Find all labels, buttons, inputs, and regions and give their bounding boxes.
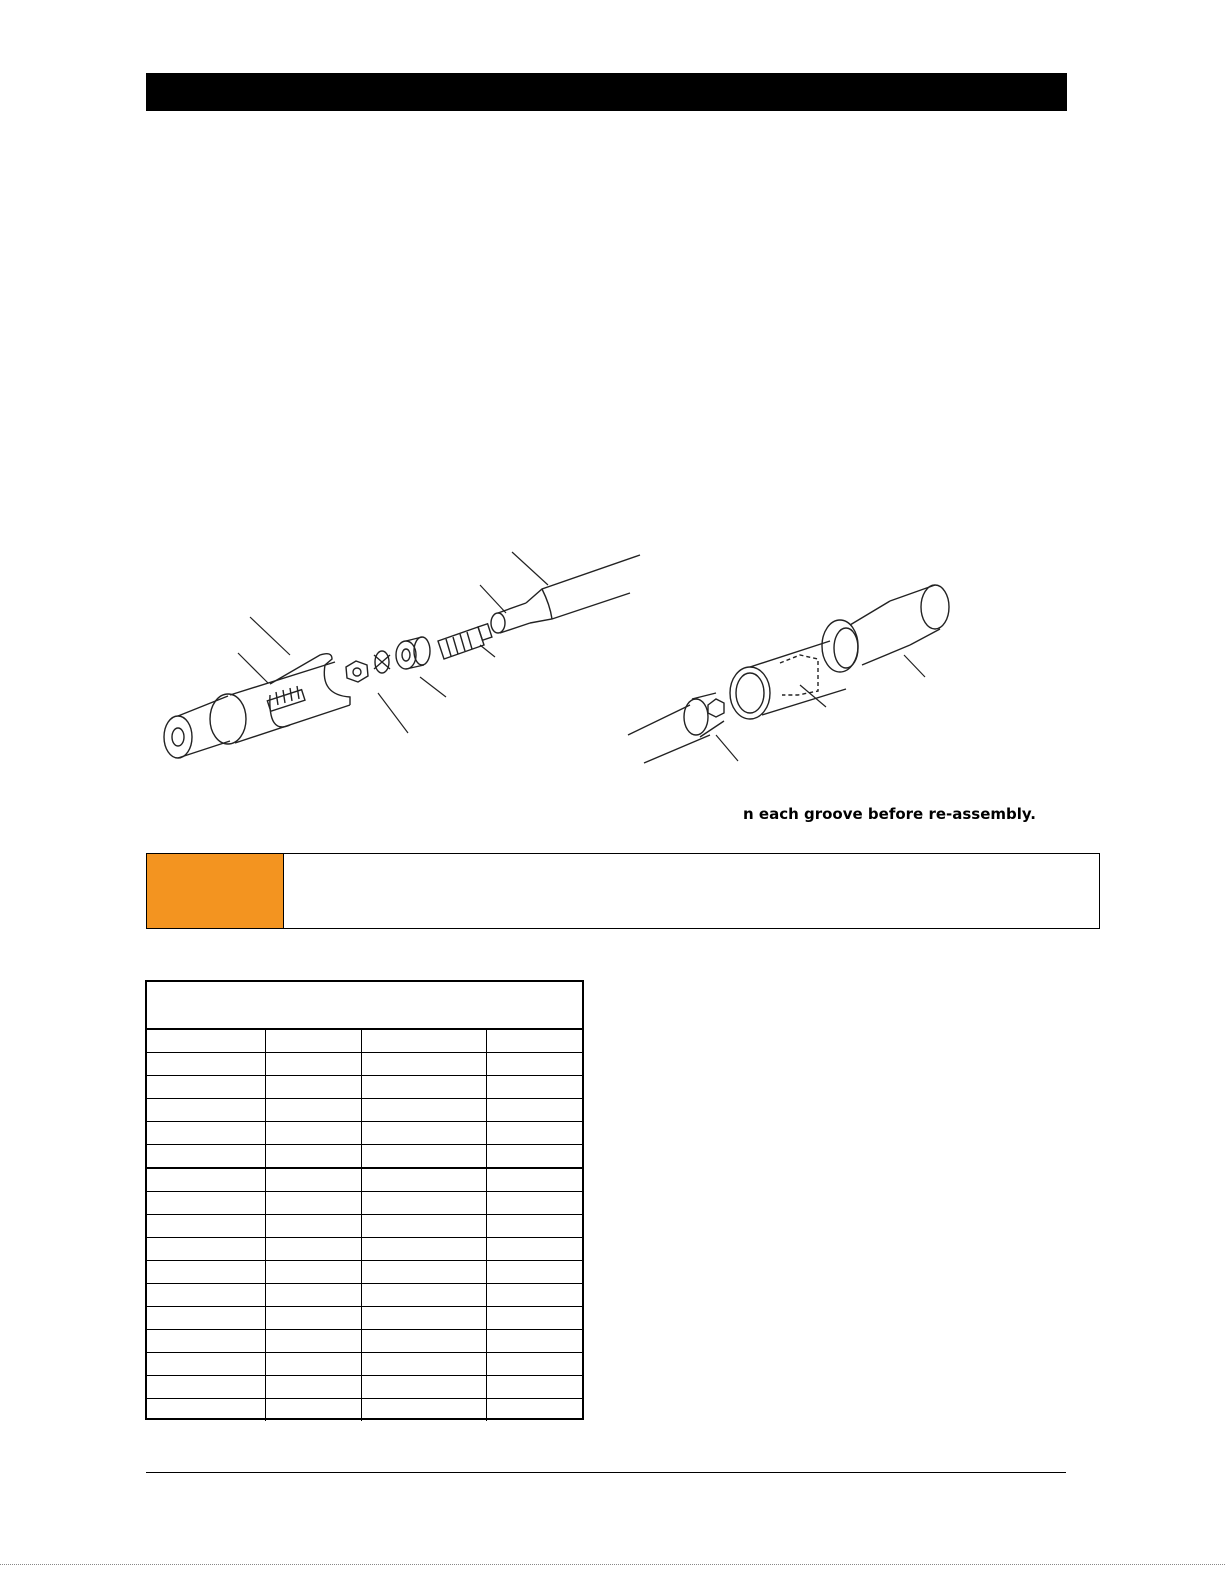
header-bar bbox=[146, 73, 1067, 111]
table-cell bbox=[265, 1330, 361, 1353]
table-cell bbox=[147, 1307, 265, 1330]
table-header-cell bbox=[265, 1030, 361, 1053]
table-cell bbox=[265, 1145, 361, 1169]
table-cell bbox=[361, 1307, 486, 1330]
table-header-row bbox=[147, 1030, 582, 1053]
table-cell bbox=[361, 1376, 486, 1399]
warning-callout bbox=[146, 853, 1100, 929]
table-cell bbox=[486, 1145, 582, 1169]
table-cell bbox=[147, 1353, 265, 1376]
table-cell bbox=[265, 1076, 361, 1099]
table-cell bbox=[486, 1122, 582, 1145]
sleeve-assembly-part bbox=[730, 585, 949, 719]
table-row bbox=[147, 1215, 582, 1238]
table-row bbox=[147, 1192, 582, 1215]
figure-caption: n each groove before re-assembly. bbox=[743, 805, 1036, 823]
table-cell bbox=[486, 1284, 582, 1307]
table-row bbox=[147, 1099, 582, 1122]
hex-nut-part bbox=[346, 661, 368, 682]
table-cell bbox=[361, 1145, 486, 1169]
table-cell bbox=[486, 1168, 582, 1192]
table-cell bbox=[265, 1307, 361, 1330]
table-cell bbox=[265, 1122, 361, 1145]
table-cell bbox=[486, 1261, 582, 1284]
table-cell bbox=[486, 1192, 582, 1215]
table-cell bbox=[265, 1353, 361, 1376]
table-cell bbox=[486, 1330, 582, 1353]
table-cell bbox=[361, 1261, 486, 1284]
table-cell bbox=[147, 1261, 265, 1284]
table-cell bbox=[361, 1399, 486, 1422]
table-cell bbox=[361, 1284, 486, 1307]
parts-table-title bbox=[147, 982, 582, 1030]
connector-housing-part bbox=[164, 654, 350, 758]
callout-leaders-left bbox=[238, 552, 548, 733]
table-row bbox=[147, 1238, 582, 1261]
table-cell bbox=[361, 1330, 486, 1353]
table-cell bbox=[147, 1330, 265, 1353]
table-cell bbox=[265, 1261, 361, 1284]
table-cell bbox=[147, 1122, 265, 1145]
table-row bbox=[147, 1053, 582, 1076]
table-cell bbox=[486, 1307, 582, 1330]
table-row bbox=[147, 1330, 582, 1353]
table-cell bbox=[147, 1238, 265, 1261]
table-cell bbox=[265, 1215, 361, 1238]
warning-color-block bbox=[147, 854, 284, 928]
table-cell bbox=[265, 1238, 361, 1261]
page-edge-dots bbox=[0, 1564, 1225, 1565]
table-cell bbox=[147, 1076, 265, 1099]
table-cell bbox=[147, 1399, 265, 1422]
table-cell bbox=[147, 1376, 265, 1399]
table-cell bbox=[361, 1238, 486, 1261]
table-header-cell bbox=[361, 1030, 486, 1053]
table-cell bbox=[265, 1192, 361, 1215]
table-cell bbox=[265, 1284, 361, 1307]
table-row bbox=[147, 1284, 582, 1307]
table-cell bbox=[361, 1192, 486, 1215]
table-cell bbox=[265, 1168, 361, 1192]
table-cell bbox=[361, 1122, 486, 1145]
assembly-line-drawing bbox=[150, 545, 970, 785]
table-cell bbox=[147, 1053, 265, 1076]
table-cell bbox=[265, 1099, 361, 1122]
table-cell bbox=[147, 1145, 265, 1169]
table-row bbox=[147, 1353, 582, 1376]
parts-table-grid bbox=[147, 1030, 582, 1418]
table-cell bbox=[361, 1076, 486, 1099]
footer-rule bbox=[146, 1472, 1066, 1473]
exploded-assembly-diagram bbox=[150, 545, 970, 785]
table-cell bbox=[486, 1099, 582, 1122]
table-row bbox=[147, 1376, 582, 1399]
table-cell bbox=[486, 1215, 582, 1238]
table-cell bbox=[361, 1053, 486, 1076]
table-row bbox=[147, 1122, 582, 1145]
table-header-cell bbox=[486, 1030, 582, 1053]
table-row bbox=[147, 1261, 582, 1284]
threaded-insert-part bbox=[438, 624, 492, 659]
table-cell bbox=[486, 1238, 582, 1261]
table-row bbox=[147, 1076, 582, 1099]
callout-leaders-right bbox=[716, 655, 925, 761]
table-row bbox=[147, 1145, 582, 1169]
table-cell bbox=[486, 1076, 582, 1099]
cable-tip-part bbox=[491, 555, 640, 633]
parts-table bbox=[145, 980, 584, 1420]
table-cell bbox=[361, 1353, 486, 1376]
table-cell bbox=[147, 1168, 265, 1192]
table-cell bbox=[486, 1053, 582, 1076]
washer-part bbox=[374, 651, 390, 673]
table-cell bbox=[147, 1192, 265, 1215]
table-cell bbox=[265, 1399, 361, 1422]
right-cable-part bbox=[628, 693, 724, 763]
table-row bbox=[147, 1399, 582, 1422]
table-cell bbox=[361, 1168, 486, 1192]
table-cell bbox=[361, 1099, 486, 1122]
table-cell bbox=[486, 1353, 582, 1376]
bushing-part bbox=[396, 637, 430, 669]
table-cell bbox=[486, 1376, 582, 1399]
table-cell bbox=[147, 1099, 265, 1122]
table-row bbox=[147, 1168, 582, 1192]
table-cell bbox=[265, 1376, 361, 1399]
table-cell bbox=[361, 1215, 486, 1238]
table-cell bbox=[486, 1399, 582, 1422]
table-header-cell bbox=[147, 1030, 265, 1053]
table-cell bbox=[147, 1284, 265, 1307]
table-cell bbox=[265, 1053, 361, 1076]
table-row bbox=[147, 1307, 582, 1330]
table-cell bbox=[147, 1215, 265, 1238]
